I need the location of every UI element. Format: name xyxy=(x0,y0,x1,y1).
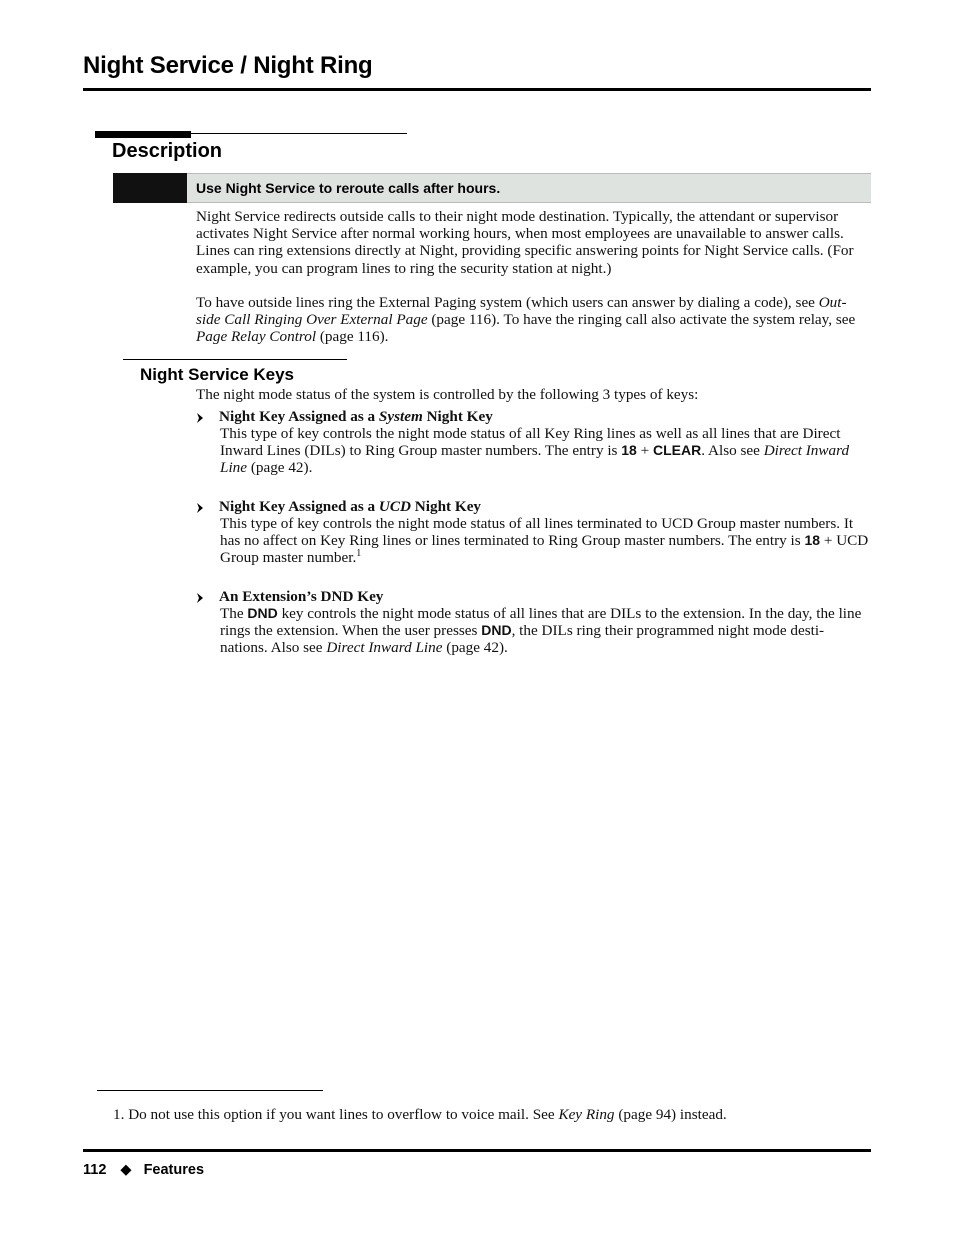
footer-rule xyxy=(83,1149,871,1152)
footnote-ref[interactable]: 1 xyxy=(356,548,362,560)
night-service-keys-intro: The night mode status of the system is controlled by the following 3 types of keys: xyxy=(196,386,699,403)
link-direct-inward-line[interactable]: Direct Inward Line xyxy=(220,442,850,477)
diamond-icon: ◆ xyxy=(120,1162,132,1178)
bullet-body: This type of key controls the night mode status of all lines terminated to UCD Group master numbers. It has no affect on Key Ring lines or lines terminated to Ring Group master numbers. The entry is 18 + UCD Group master number.$^1$ xyxy=(220,515,869,567)
night-service-keys-heading: Night Service Keys xyxy=(140,365,295,384)
key-code: CLEAR xyxy=(653,442,702,459)
page-footer xyxy=(83,1162,204,1178)
footnote-rule xyxy=(97,1090,323,1091)
section-rule-thin xyxy=(191,133,407,134)
summary-marker xyxy=(113,173,187,203)
description-paragraph-1: Night Service redirects outside calls to their night mode destination. Typically, the attendant or supervisor activates Night Service after normal working hours, when most employees are unavailable to answer calls. Lines can ring extensions directly at Night, providing specific answering points for Night Service calls. (For example, you can program lines to ring the security station at night.) xyxy=(196,208,854,277)
bullet-arrow-icon xyxy=(196,592,206,604)
key-code: 18 xyxy=(621,442,637,459)
bullet-heading: Night Key Assigned as a UCD Night Key xyxy=(219,498,482,515)
subsection-rule xyxy=(123,359,347,360)
footnote: 1. Do not use this option if you want lines to overflow to voice mail. See Key Ring (page 94) instead. xyxy=(113,1106,727,1123)
bullet-heading: Night Key Assigned as a System Night Key xyxy=(219,408,493,425)
bullet-body: The DND key controls the night mode status of all lines that are DILs to the extension. In the day, the line rings the extension. When the user presses DND, the DILs ring their programmed night mode desti-nations. Also see Direct Inward Line (page 42). xyxy=(220,605,862,657)
page-number: 112 xyxy=(83,1162,107,1178)
bullet-heading: An Extension’s DND Key xyxy=(219,588,384,605)
description-heading: Description xyxy=(112,140,223,162)
page-title: Night Service / Night Ring xyxy=(83,52,373,79)
title-rule xyxy=(83,88,871,91)
key-code: DND xyxy=(247,605,278,621)
bullet-arrow-icon xyxy=(196,502,206,514)
summary-text: Use Night Service to reroute calls after hours. xyxy=(187,173,871,203)
link-direct-inward-line[interactable]: Direct Inward Line xyxy=(326,639,443,657)
link-page-relay-control[interactable]: Page Relay Control xyxy=(196,328,317,346)
link-key-ring[interactable]: Key Ring xyxy=(558,1106,615,1123)
bullet-body: This type of key controls the night mode status of all Key Ring lines as well as all lines that are Direct Inward Lines (DILs) to Ring Group master numbers. The entry is 18 + CLEAR. Also see Direct Inward Line (page 42). xyxy=(220,425,850,477)
section-rule-thick xyxy=(95,131,191,138)
key-code: DND xyxy=(481,622,512,639)
link-outside-call-ringing[interactable]: Out-side Call Ringing Over External Page xyxy=(196,294,847,329)
key-code: 18 xyxy=(804,532,821,549)
footer-section: Features xyxy=(143,1162,205,1178)
bullet-arrow-icon xyxy=(196,412,206,424)
summary-bar xyxy=(113,173,871,203)
description-paragraph-2: To have outside lines ring the External Paging system (which users can answer by dialing a code), see Out-side Call Ringing Over External Page (page 116). To have the ringing call also activate the system relay, see Page Relay Control (page 116). xyxy=(196,294,856,346)
